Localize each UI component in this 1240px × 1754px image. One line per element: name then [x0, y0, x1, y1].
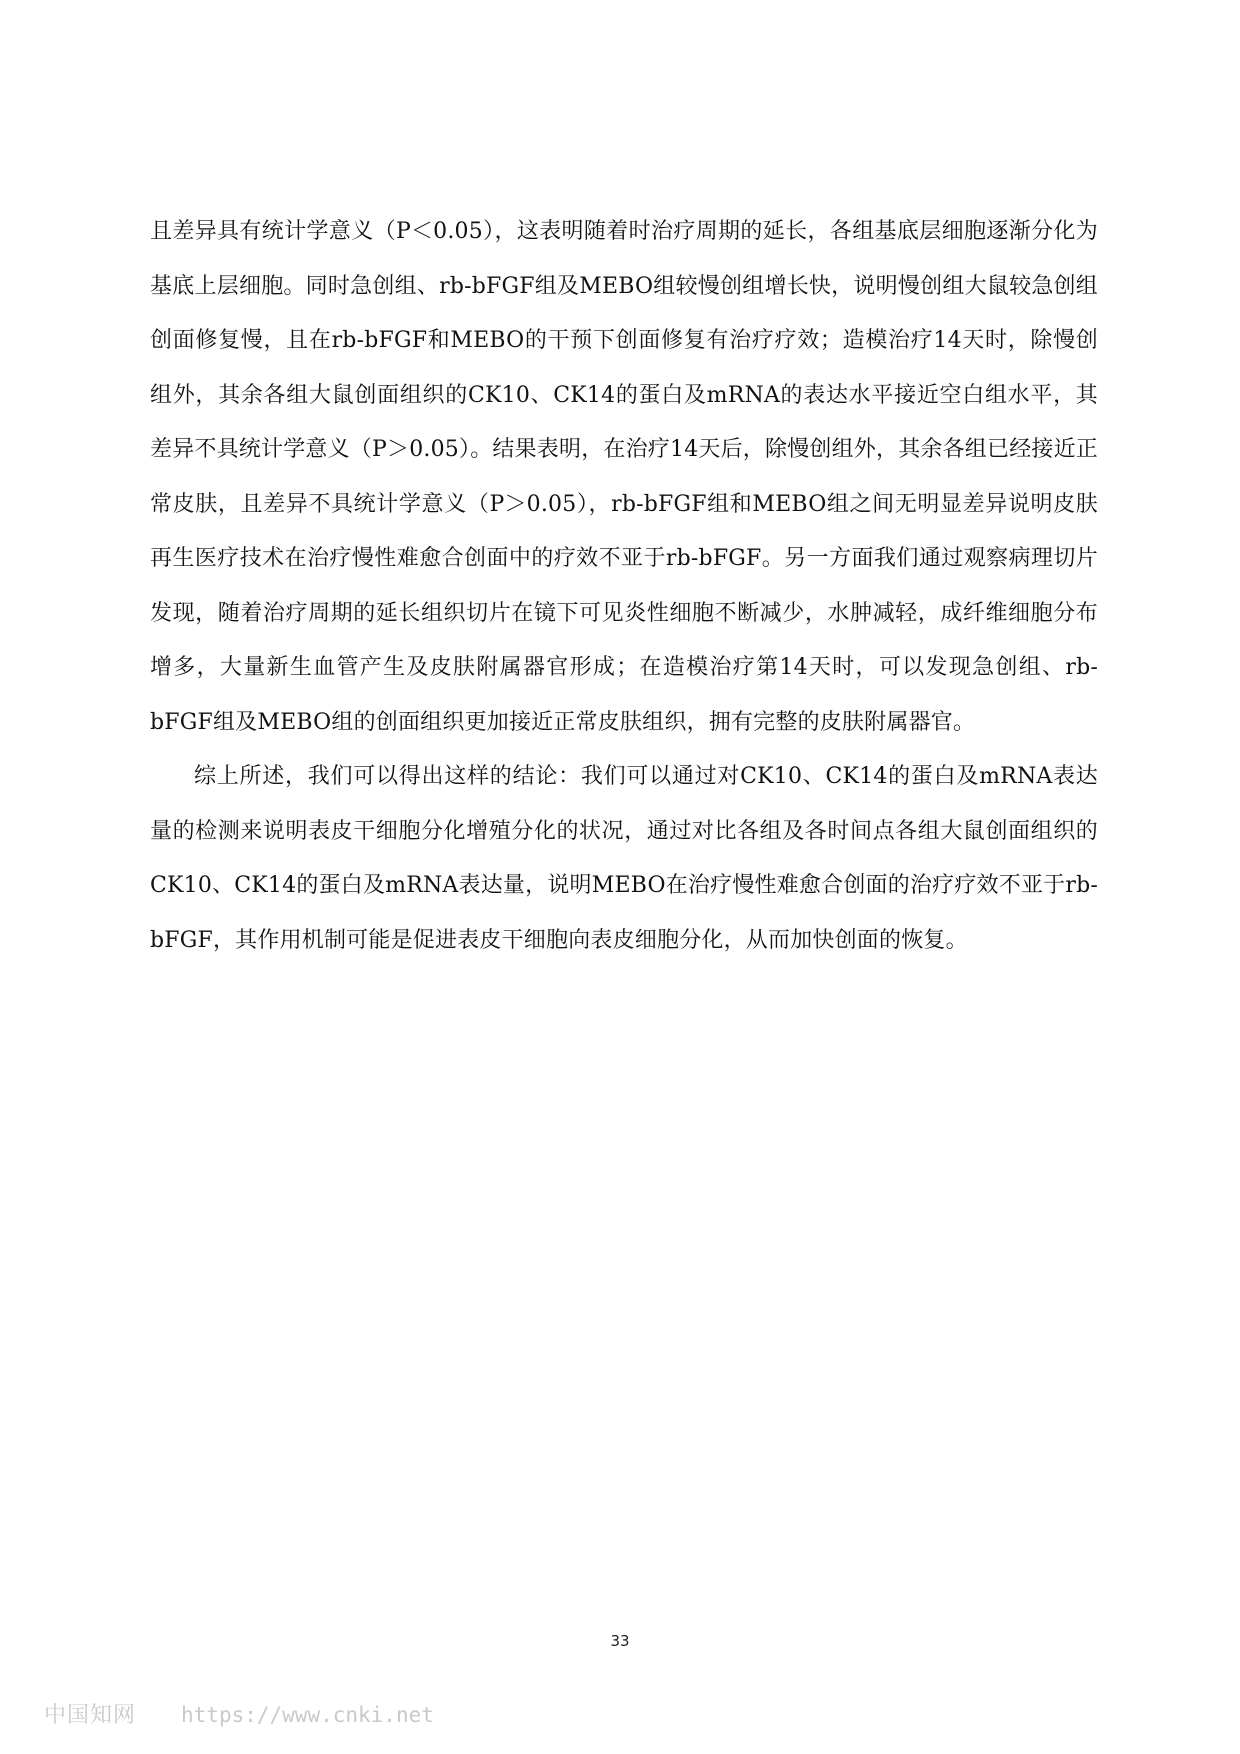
- paragraph-continuation: 且差异具有统计学意义（P＜0.05），这表明随着时治疗周期的延长，各组基底层细胞逐渐分化为基底上层细胞。同时急创组、rb-bFGF组及MEBO组较慢创组增长快，说明慢创组大鼠较急创组创面修复慢，且在rb-bFGF和MEBO的干预下创面修复有治疗疗效；造模治疗14天时，除慢创组外，其余各组大鼠创面组织的CK10、CK14的蛋白及mRNA的表达水平接近空白组水平，其差异不具统计学意义（P＞0.05）。结果表明，在治疗14天后，除慢创组外，其余各组已经接近正常皮肤，且差异不具统计学意义（P＞0.05），rb-bFGF组和MEBO组之间无明显差异说明皮肤再生医疗技术在治疗慢性难愈合创面中的疗效不亚于rb-bFGF。另一方面我们通过观察病理切片发现，随着治疗周期的延长组织切片在镜下可见炎性细胞不断减少，水肿减轻，成纤维细胞分布增多，大量新生血管产生及皮肤附属器官形成；在造模治疗第14天时，可以发现急创组、rb-bFGF组及MEBO组的创面组织更加接近正常皮肤组织，拥有完整的皮肤附属器官。: [150, 219, 1098, 735]
- watermark-url: https://www.cnki.net: [181, 1703, 434, 1727]
- paragraph-conclusion: 综上所述，我们可以得出这样的结论：我们可以通过对CK10、CK14的蛋白及mRNA表达量的检测来说明表皮干细胞分化增殖分化的状况，通过对比各组及各时间点各组大鼠创面组织的CK10、CK14的蛋白及mRNA表达量，说明MEBO在治疗慢性难愈合创面的治疗疗效不亚于rb-bFGF，其作用机制可能是促进表皮干细胞向表皮细胞分化，从而加快创面的恢复。: [150, 764, 1098, 953]
- body-text: [150, 205, 1098, 968]
- page-number: 33: [610, 1632, 630, 1650]
- watermark: [44, 1698, 434, 1729]
- watermark-name: 中国知网: [44, 1703, 137, 1728]
